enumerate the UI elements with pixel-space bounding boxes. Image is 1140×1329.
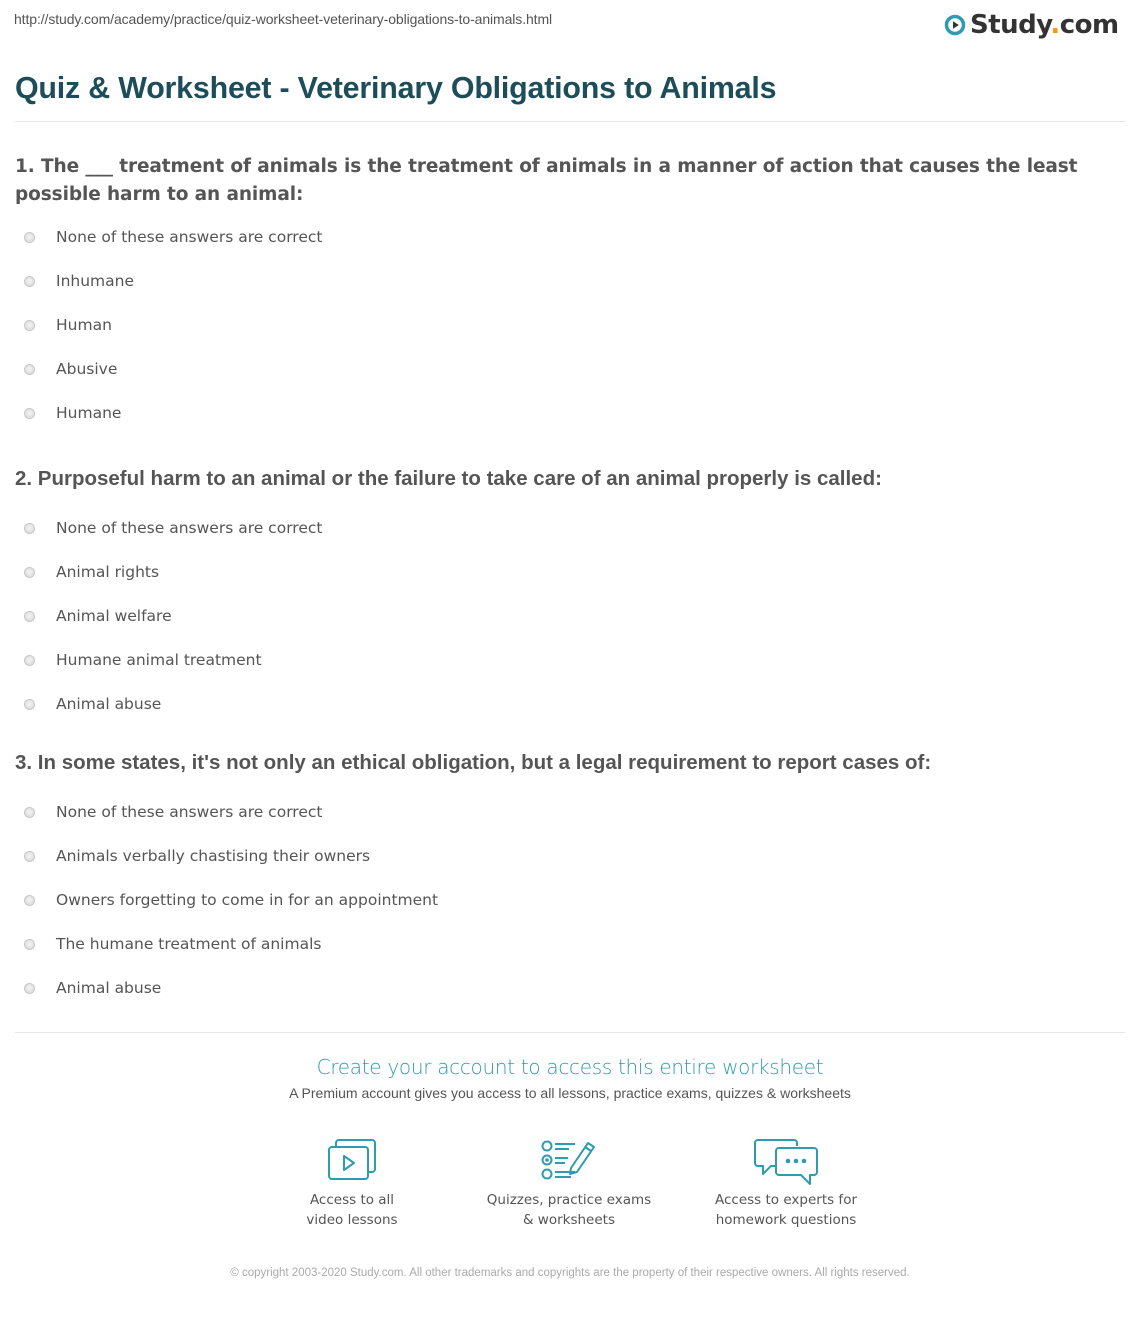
play-circle-logo-icon — [944, 14, 966, 36]
answer-option[interactable] — [15, 878, 1125, 922]
create-account-link[interactable]: Create your account to access this entire worksheet — [316, 1055, 824, 1079]
radio-button-icon[interactable] — [24, 939, 35, 950]
answer-option[interactable] — [15, 594, 1125, 638]
radio-button-icon[interactable] — [24, 699, 35, 710]
cta-subtitle: A Premium account gives you access to all lessons, practice exams, quizzes & worksheets — [289, 1085, 851, 1101]
radio-button-icon[interactable] — [24, 655, 35, 666]
question-text: 2. Purposeful harm to an animal or the failure to take care of an animal properly is called: — [15, 467, 882, 490]
option-label: Animal rights — [56, 563, 160, 581]
answer-options — [15, 790, 1125, 1010]
feature-label: Access to all video lessons — [306, 1192, 398, 1228]
option-label: Animal abuse — [56, 695, 162, 713]
option-label: Human — [56, 316, 112, 334]
radio-button-icon[interactable] — [24, 364, 35, 375]
answer-option[interactable] — [15, 638, 1125, 682]
answer-option[interactable] — [15, 303, 1125, 347]
option-label: Owners forgetting to come in for an appointment — [56, 891, 439, 909]
page-url: http://study.com/academy/practice/quiz-worksheet-veterinary-obligations-to-animals.html — [14, 11, 553, 27]
option-label: None of these answers are correct — [56, 519, 323, 537]
chat-bubbles-icon — [754, 1138, 818, 1188]
answer-option[interactable] — [15, 550, 1125, 594]
answer-option[interactable] — [15, 391, 1125, 435]
option-label: Abusive — [56, 360, 118, 378]
feature-label: Access to experts for homework questions — [714, 1192, 857, 1228]
answer-option[interactable] — [15, 347, 1125, 391]
option-label: Animal welfare — [56, 607, 172, 625]
option-label: Humane — [56, 404, 122, 422]
section-divider — [15, 1032, 1125, 1033]
radio-button-icon[interactable] — [24, 523, 35, 534]
feature-video-lessons — [252, 1138, 452, 1230]
feature-label: Quizzes, practice exams & worksheets — [486, 1192, 652, 1228]
logo-text: Study.com — [970, 10, 1119, 40]
radio-button-icon[interactable] — [24, 895, 35, 906]
question-text: 1. The ___ treatment of animals is the treatment of animals in a manner of action that causes the least possible harm to an animal: — [15, 156, 1078, 205]
option-label: The humane treatment of animals — [56, 935, 322, 953]
radio-button-icon[interactable] — [24, 232, 35, 243]
answer-option[interactable] — [15, 966, 1125, 1010]
option-label: Inhumane — [56, 272, 134, 290]
answer-option[interactable] — [15, 834, 1125, 878]
option-label: Humane animal treatment — [56, 651, 262, 669]
title-divider — [15, 121, 1125, 122]
question-2 — [15, 465, 1125, 726]
radio-button-icon[interactable] — [24, 320, 35, 331]
quiz-checklist-icon — [541, 1138, 597, 1182]
option-label: None of these answers are correct — [56, 803, 323, 821]
copyright-notice: © copyright 2003-2020 Study.com. All other trademarks and copyrights are the property of their respective owners. All rights reserved. — [230, 1267, 910, 1279]
option-label: Animal abuse — [56, 979, 162, 997]
page-title: Quiz & Worksheet - Veterinary Obligations to Animals — [15, 70, 777, 105]
video-lessons-icon — [326, 1138, 378, 1182]
option-label: None of these answers are correct — [56, 228, 323, 246]
answer-option[interactable] — [15, 215, 1125, 259]
feature-quizzes — [469, 1138, 669, 1230]
question-text: 3. In some states, it's not only an ethical obligation, but a legal requirement to report cases of: — [15, 751, 932, 774]
option-label: Animals verbally chastising their owners — [56, 847, 371, 865]
radio-button-icon[interactable] — [24, 276, 35, 287]
radio-button-icon[interactable] — [24, 983, 35, 994]
answer-option[interactable] — [15, 506, 1125, 550]
radio-button-icon[interactable] — [24, 851, 35, 862]
radio-button-icon[interactable] — [24, 408, 35, 419]
radio-button-icon[interactable] — [24, 567, 35, 578]
answer-options — [15, 215, 1125, 435]
question-3 — [15, 749, 1125, 1010]
answer-option[interactable] — [15, 682, 1125, 726]
radio-button-icon[interactable] — [24, 807, 35, 818]
answer-option[interactable] — [15, 259, 1125, 303]
question-1 — [15, 153, 1125, 435]
feature-experts — [686, 1138, 886, 1230]
radio-button-icon[interactable] — [24, 611, 35, 622]
answer-options — [15, 506, 1125, 726]
answer-option[interactable] — [15, 922, 1125, 966]
study-com-logo[interactable] — [944, 8, 1119, 42]
answer-option[interactable] — [15, 790, 1125, 834]
